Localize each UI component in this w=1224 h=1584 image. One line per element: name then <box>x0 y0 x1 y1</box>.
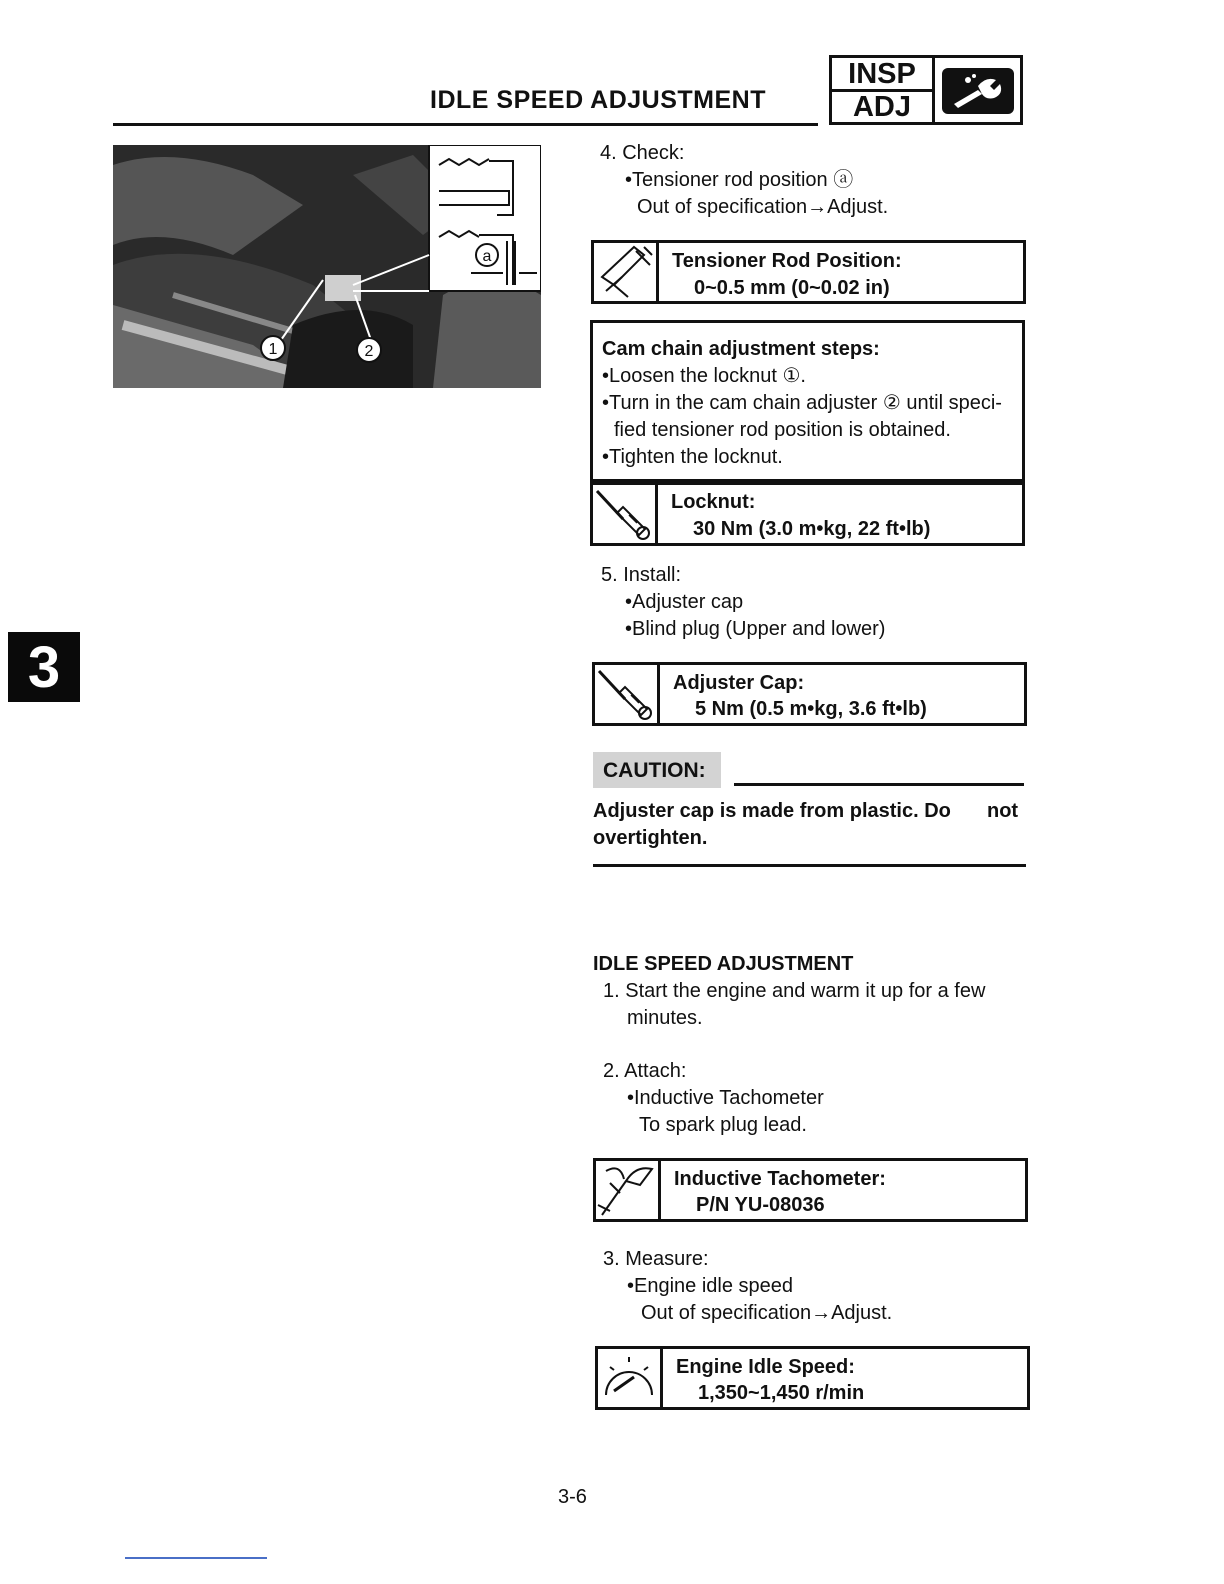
step5-bullet1: •Adjuster cap <box>625 591 744 613</box>
spec-tensioner-value: 0~0.5 mm (0~0.02 in) <box>694 277 890 299</box>
spec-idle-label: Engine Idle Speed: <box>676 1356 855 1378</box>
bottom-rule <box>125 1557 267 1559</box>
spec-tensioner-label: Tensioner Rod Position: <box>672 250 902 272</box>
idle-step3-note: Out of specification→Adjust. <box>641 1302 893 1324</box>
spec-cap-box <box>592 662 1027 726</box>
callout-2: 2 <box>364 343 374 360</box>
spec-tensioner-box <box>591 240 1026 304</box>
idle-step3-bullet: •Engine idle speed <box>627 1275 794 1297</box>
spec-locknut-label: Locknut: <box>671 491 756 513</box>
cam-chain-title: Cam chain adjustment steps: <box>602 338 880 360</box>
page-number: 3-6 <box>558 1486 587 1508</box>
spec-locknut-value: 30 Nm (3.0 m•kg, 22 ft•lb) <box>693 518 931 540</box>
spec-tach-value: P/N YU-08036 <box>696 1194 825 1216</box>
idle-step1-line1: 1. Start the engine and warm it up for a few <box>603 980 986 1002</box>
spec-cap-value: 5 Nm (0.5 m•kg, 3.6 ft•lb) <box>695 698 927 720</box>
caution-end-rule <box>593 864 1026 867</box>
idle-section-title: IDLE SPEED ADJUSTMENT <box>593 953 854 975</box>
idle-step1-line2: minutes. <box>627 1007 703 1029</box>
badge-text-cell <box>832 58 935 122</box>
idle-step2-note: To spark plug lead. <box>639 1114 807 1136</box>
spec-tach-label: Inductive Tachometer: <box>674 1168 886 1190</box>
spec-locknut-box <box>590 482 1025 546</box>
caution-text-line1-end: not <box>987 800 1019 822</box>
cam-chain-steps-box <box>590 320 1025 482</box>
gauge-icon <box>598 1349 663 1407</box>
engine-photo <box>113 145 541 388</box>
callout-a: a <box>482 248 492 265</box>
page-title: IDLE SPEED ADJUSTMENT <box>430 86 767 114</box>
cam-chain-step1: •Loosen the locknut ①. <box>602 365 806 387</box>
step5-heading: 5. Install: <box>601 564 682 586</box>
cam-chain-step3: •Tighten the locknut. <box>602 446 783 468</box>
cam-chain-step2a: •Turn in the cam chain adjuster ② until speci- <box>602 392 1002 414</box>
spec-cap-label: Adjuster Cap: <box>673 672 805 694</box>
idle-step2-heading: 2. Attach: <box>603 1060 687 1082</box>
chapter-tab: 3 <box>8 632 80 702</box>
step4-heading: 4. Check: <box>600 142 685 164</box>
idle-step3-heading: 3. Measure: <box>603 1248 709 1270</box>
caution-label: CAUTION: <box>593 752 721 788</box>
wrench-icon <box>938 64 1018 118</box>
step4-note: Out of specification→Adjust. <box>637 196 889 218</box>
section-badge <box>829 55 1023 125</box>
spec-tach-box <box>593 1158 1028 1222</box>
caution-text-line1: Adjuster cap is made from plastic. Do <box>593 800 951 822</box>
cam-chain-step2b: fied tensioner rod position is obtained. <box>614 419 951 441</box>
idle-step2-bullet: •Inductive Tachometer <box>627 1087 824 1109</box>
spec-idle-value: 1,350~1,450 r/min <box>698 1382 865 1404</box>
caliper-icon <box>594 243 659 301</box>
step4-bullet: •Tensioner rod position ⓐ <box>625 169 854 191</box>
badge-insp: INSP <box>832 58 932 92</box>
header-rule <box>113 123 818 126</box>
torque-wrench-icon <box>593 485 658 543</box>
tachometer-tool-icon <box>596 1161 661 1219</box>
torque-wrench-icon <box>595 665 660 723</box>
step5-bullet2: •Blind plug (Upper and lower) <box>625 618 886 640</box>
badge-adj: ADJ <box>852 91 911 123</box>
spec-idle-box <box>595 1346 1030 1410</box>
caution-rule <box>734 783 1024 786</box>
callout-1: 1 <box>268 341 278 358</box>
caution-text-line2: overtighten. <box>593 827 708 849</box>
